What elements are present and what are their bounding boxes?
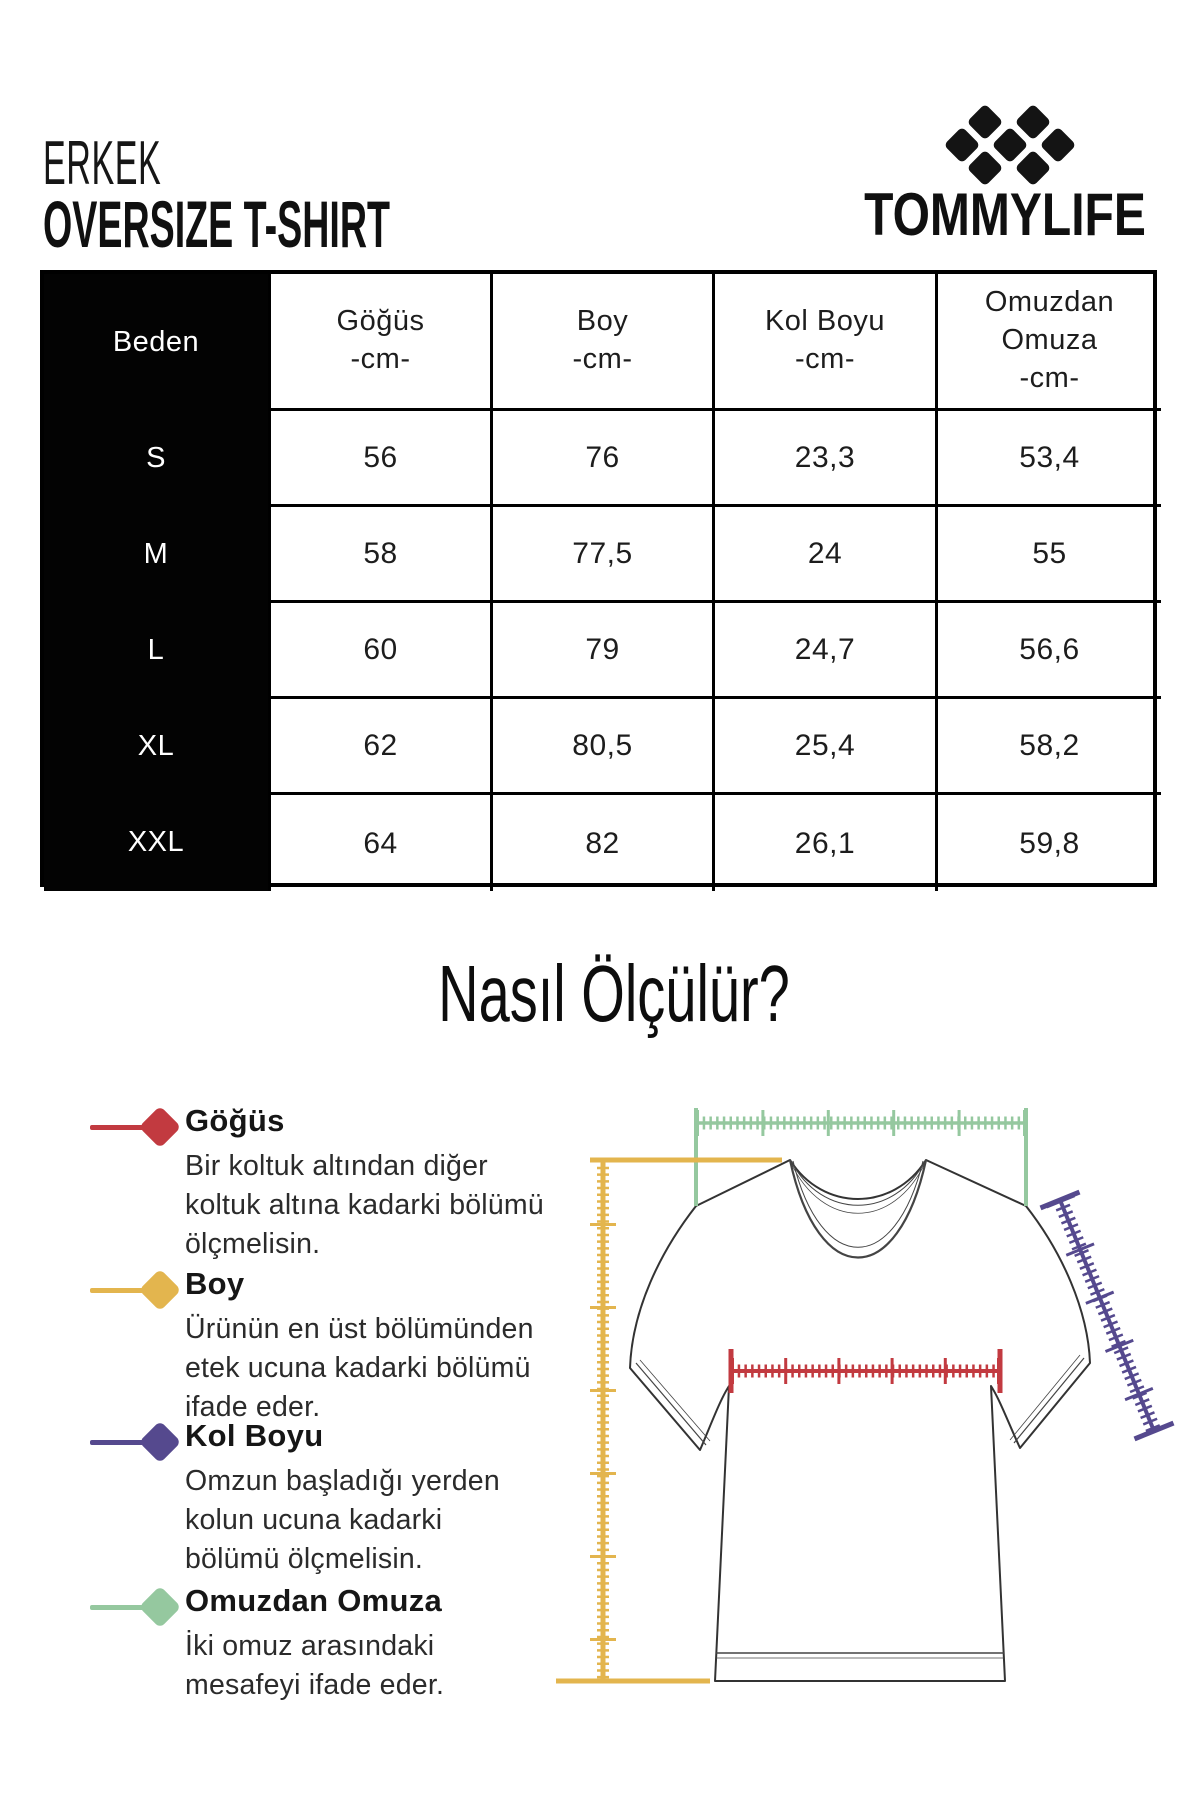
purple-ruler-line — [90, 1440, 148, 1445]
column-label: Omuzdan Omuza — [984, 286, 1115, 357]
table-cell: 59,8 — [1019, 826, 1080, 860]
table-cell: 58,2 — [938, 699, 1161, 795]
product-title: OVERSIZE T-SHIRT — [43, 187, 390, 261]
desc-line: bölümü ölçmelisin. — [185, 1543, 424, 1575]
size-label: L — [44, 603, 271, 699]
brand-logo-icon — [940, 100, 1072, 184]
legend-title: Göğüs — [185, 1103, 285, 1138]
table-cell: 60 — [271, 603, 493, 699]
red-diamond-icon — [139, 1106, 181, 1148]
table-cell: 82 — [493, 795, 715, 891]
green-ruler-line — [90, 1605, 148, 1610]
tshirt-measurement-diagram — [540, 1060, 1180, 1760]
howto-title: Nasıl Ölçülür? — [438, 949, 790, 1038]
category-title: ERKEK — [43, 129, 162, 198]
column-unit: -cm- — [350, 343, 411, 375]
green-diamond-icon — [139, 1586, 181, 1628]
logo-diamond-icon — [1040, 127, 1077, 164]
red-ruler-line — [90, 1125, 148, 1130]
table-cell: 23,3 — [715, 411, 938, 507]
size-table-corner-label: Beden — [44, 274, 271, 411]
legend-description — [185, 1462, 500, 1579]
size-label: XXL — [44, 795, 271, 891]
desc-line: İki omuz arasındaki — [185, 1630, 435, 1662]
size-label: XL — [44, 699, 271, 795]
column-unit: -cm- — [795, 343, 855, 375]
desc-line: mesafeyi ifade eder. — [185, 1669, 445, 1701]
purple-diamond-icon — [139, 1421, 181, 1463]
table-cell: 64 — [271, 795, 493, 891]
column-unit: -cm- — [1019, 361, 1080, 394]
table-cell: 77,5 — [493, 507, 715, 603]
size-label: S — [44, 411, 271, 507]
column-label: Boy — [576, 305, 629, 338]
table-cell: 62 — [271, 699, 493, 795]
table-cell: 53,4 — [938, 411, 1161, 507]
column-label: Kol Boyu — [764, 305, 886, 338]
legend-title: Boy — [185, 1266, 245, 1301]
brand-name: TOMMYLIFE — [864, 181, 1146, 248]
legend-description — [185, 1147, 544, 1264]
legend-title: Omuzdan Omuza — [185, 1583, 443, 1618]
legend-item-boy — [48, 1258, 534, 1423]
column-unit: -cm- — [572, 343, 633, 375]
legend-item-omuzdan-omuza — [48, 1575, 518, 1715]
table-cell: 58 — [271, 507, 493, 603]
legend-item-gogus — [48, 1095, 544, 1265]
logo-diamond-icon — [1015, 104, 1052, 141]
logo-diamond-icon — [967, 104, 1004, 141]
table-cell: 26,1 — [715, 795, 938, 891]
table-cell: 25,4 — [715, 699, 938, 795]
table-cell: 80,5 — [493, 699, 715, 795]
desc-line: Bir koltuk altından diğer — [185, 1150, 488, 1182]
desc-line: ifade eder. — [185, 1391, 321, 1423]
table-cell: 24 — [715, 507, 938, 603]
desc-line: kolun ucuna kadarki — [185, 1504, 443, 1536]
table-cell: 79 — [493, 603, 715, 699]
column-header-omuzdan-omuza — [938, 274, 1161, 411]
yellow-diamond-icon — [139, 1269, 181, 1311]
table-cell: 56 — [271, 411, 493, 507]
column-header-kol-boyu — [715, 274, 938, 411]
desc-line: ölçmelisin. — [185, 1228, 321, 1260]
desc-line: etek ucuna kadarki bölümü — [185, 1352, 531, 1384]
desc-line: Omzun başladığı yerden — [185, 1465, 500, 1497]
table-cell: 76 — [493, 411, 715, 507]
column-label: Göğüs — [336, 305, 425, 338]
column-header-gogus — [271, 274, 493, 411]
table-cell: 24,7 — [715, 603, 938, 699]
size-label: M — [44, 507, 271, 603]
column-header-boy — [493, 274, 715, 411]
table-cell: 56,6 — [938, 603, 1161, 699]
desc-line: Ürünün en üst bölümünden — [185, 1313, 534, 1345]
table-cell: 55 — [938, 507, 1161, 603]
size-table — [40, 270, 1157, 887]
legend-item-kol-boyu — [48, 1410, 518, 1580]
desc-line: koltuk altına kadarki bölümü — [185, 1189, 544, 1221]
legend-description — [185, 1627, 444, 1705]
tshirt-outline — [630, 1160, 1090, 1681]
yellow-ruler-line — [90, 1288, 148, 1293]
legend-title: Kol Boyu — [185, 1418, 324, 1453]
